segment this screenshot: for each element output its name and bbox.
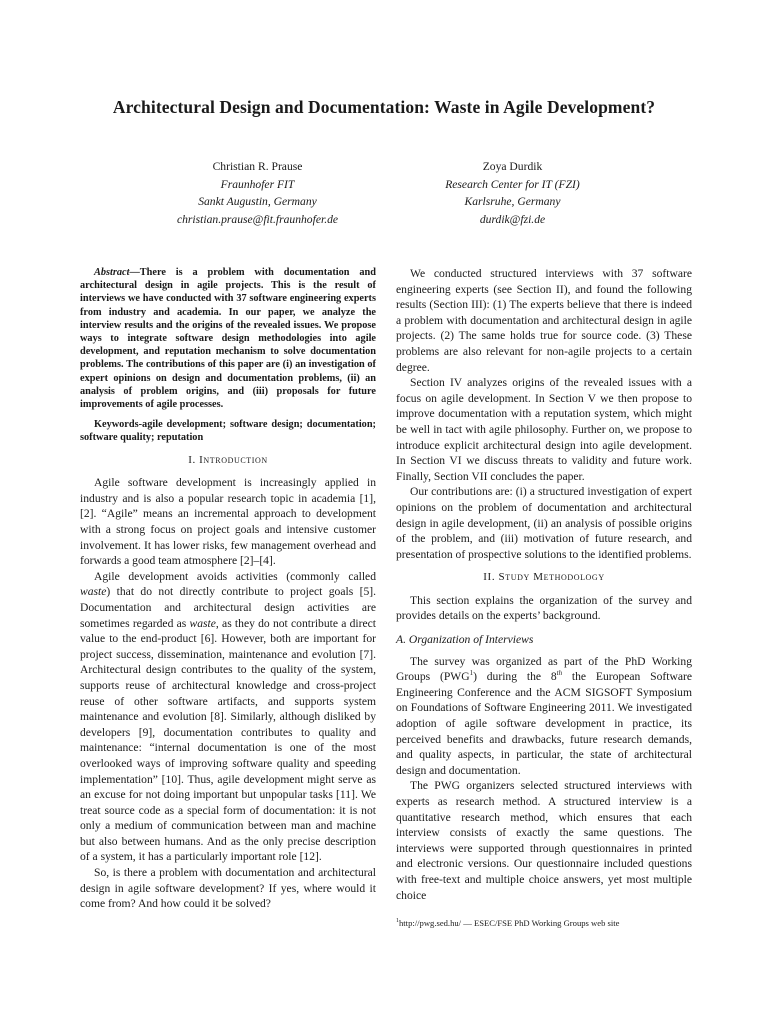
text-run: , as they do not contribute a direct value to the end-product [6]. However, both are important for project success, dissemination, maintenance and evolution [7]. Architectural design contributes to the quality of the system, supports reuse of architectural knowledge and cross-project reuse of other software artifacts, and supports system maintenance and evolution [8]. Similarly, although disliked by developers [9], documentation contributes to quality and maintenance: “internal documentation is one of the most overlooked ways of improving software quality and speeding implementation” [10]. Thus, agile development might serve as an excuse for not doing important but unpopular tasks [11]. We treat source code as a special form of documentation: it is not only a medium of communication between man and machine but also between humans. And as the only precise description of a system, it has a particularly important role [12]. xyxy=(80,616,376,864)
author-affiliation: Research Center for IT (FZI) xyxy=(445,177,580,191)
text-run: ) that do not directly contribute to project goals [5]. Documentation and architectural design activities are sometimes regarded as xyxy=(80,585,376,630)
paragraph: We conducted structured interviews with 37 software engineering experts (see Section II), and found the following results (Section III): (1) The experts believe that there is indeed a problem with documentation and architectural design in agile projects. (2) The same holds true for source code. (3) These problems are also relevant for non-agile projects to a certain degree. xyxy=(396,267,692,374)
left-column xyxy=(80,266,376,912)
text-run: ) during the 8 xyxy=(473,670,557,684)
text-run: The survey was organized as part of the PhD Working Groups (PWG xyxy=(396,654,692,684)
author-email: durdik@fzi.de xyxy=(479,212,546,226)
section-heading-introduction: I. Introduction xyxy=(188,453,268,466)
emphasis: waste xyxy=(80,585,107,599)
paragraph: The PWG organizers selected structured interviews with experts as research method. A structured interview is a quantitative research method, which ensures that each interview consists of exactly the same questions. The interviews were supported through questionnaires in printed and electronic versions. Our questionnaire included questions with free-text and multiple choice answers, yet most multiple choice xyxy=(396,779,692,902)
keywords-text: -agile development; software design; documentation; software quality; reputation xyxy=(80,419,376,444)
author-block-1 xyxy=(150,158,365,228)
author-name: Zoya Durdik xyxy=(482,160,543,173)
ordinal-suffix: th xyxy=(556,669,563,678)
text-run: the European Software Engineering Conference and the ACM SIGSOFT Symposium on Foundations of Software Engineering 2011. We investigated adoption of agile software development in practice, its perceived benefits and drawbacks, future research demands, and quality aspects, in particular, the state of architectural design and documentation. xyxy=(396,670,692,777)
paragraph: Our contributions are: (i) a structured investigation of expert opinions on the problem of documentation and architectural design in agile development, (ii) an analysis of possible origins of the problem, and (iii) motivation of future research, and presentation of prospective solutions to the identified problems. xyxy=(396,485,692,561)
section-heading-methodology: II. Study Methodology xyxy=(483,571,605,584)
abstract-label: Abstract xyxy=(94,267,130,278)
footnote-mark: 1 xyxy=(469,669,474,678)
paragraph xyxy=(80,569,376,865)
text-run: Agile development avoids activities (commonly called xyxy=(94,569,376,583)
paragraph: Section IV analyzes origins of the revealed issues with a focus on agile development. In Section V we then propose to improve documentation with a reputation system, which might be well in tact with agile philosophy. Further on, we propose to introduce explicit architectural design into agile development. In Section VI we discuss threats to validity and future work. Finally, Section VII concludes the paper. xyxy=(396,376,692,483)
author-location: Sankt Augustin, Germany xyxy=(198,195,317,208)
subsection-heading: A. Organization of Interviews xyxy=(396,633,534,647)
paragraph: So, is there a problem with documentation and architectural design in agile software development? If yes, where would it come from? And how could it be solved? xyxy=(80,866,376,911)
emphasis: waste xyxy=(189,616,216,630)
author-name: Christian R. Prause xyxy=(212,160,303,173)
keywords xyxy=(80,418,376,444)
footnote-text: http://pwg.sed.hu/ — ESEC/FSE PhD Working Groups web site xyxy=(399,918,620,928)
author-block-2 xyxy=(405,158,620,228)
paragraph xyxy=(396,654,692,779)
abstract-text: —There is a problem with documentation and architectural design in agile projects. This is the result of interviews we have conducted with 37 software engineering experts from industry and academia. In our paper, we analyze the interview results and the origins of the revealed issues. We propose ways to integrate software design methodologies into agile development, and reputation mechanism to solve documentation problems. The contributions of this paper are (i) an investigation of expert opinions on design and documentation problems, (ii) an analysis of problem origins, and (iii) proposals for future improvements of agile processes. xyxy=(80,267,376,411)
author-location: Karlsruhe, Germany xyxy=(464,195,561,208)
keywords-label: Keywords xyxy=(94,419,139,431)
footnote-mark: 1 xyxy=(396,918,399,925)
abstract xyxy=(80,266,376,411)
paragraph: Agile software development is increasingly applied in industry and is also a popular research topic in academia [1], [2]. “Agile” means an incremental approach to development with a strong focus on project goals and intensive customer involvement. It has lower risks, few management overhead and forwards a good team atmosphere [2]–[4]. xyxy=(80,476,376,568)
right-column xyxy=(396,266,692,903)
author-email: christian.prause@fit.fraunhofer.de xyxy=(176,212,339,226)
paragraph: This section explains the organization of the survey and provides details on the experts’ background. xyxy=(396,593,692,623)
footnote xyxy=(396,918,696,928)
paper-title: Architectural Design and Documentation: Waste in Agile Development? xyxy=(112,97,656,117)
author-affiliation: Fraunhofer FIT xyxy=(220,177,295,191)
